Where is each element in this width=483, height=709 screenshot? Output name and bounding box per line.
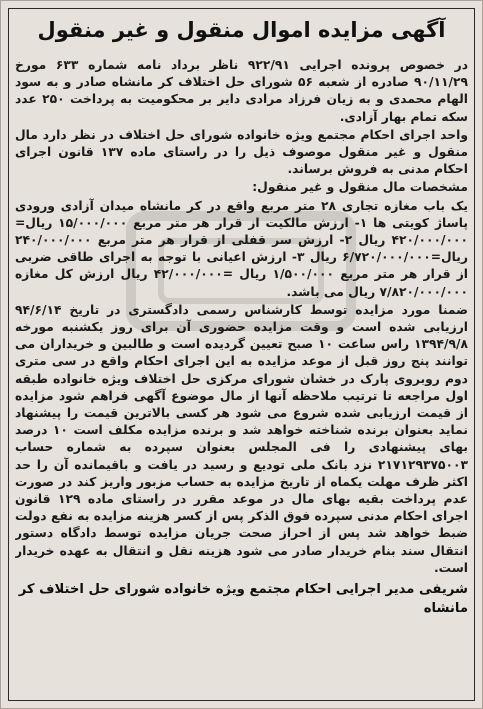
notice-body [15, 57, 468, 696]
property-heading: مشخصات مال منقول و غیر منقول: [252, 180, 468, 195]
case-paragraph: در خصوص پرونده اجرایی ۹۲۲/۹۱ ناظر برداد نامه شماره ۶۳۳ مورخ ۹۰/۱۱/۲۹ صادره از شعبه ۵۶ شورای حل اختلاف کر مانشاه صادر و به سود الهام محمدی و به زیان فرزاد مرادی دایر بر محکومیت به پرداخت ۲۵۰ عدد سکه تمام بهار آزادی. [15, 58, 468, 124]
signature-line: شریفی مدیر اجرایی احکام مجتمع ویژه خانواده شورای حل اختلاف کر مانشاه [18, 582, 468, 617]
property-description-paragraph: یک باب مغازه تجاری ۲۸ متر مربع واقع در کر مانشاه میدان آزادی ورودی پاساژ کویتی ها ۱- ارزش مالکیت از قرار هر متر مربع ۱۵/۰۰۰/۰۰۰ ریال= ۴۲۰/۰۰۰/۰۰۰ ریال ۲- ارزش سر قفلی از قرار هر متر مربع ۲۴۰/۰۰۰/۰۰۰ ریال=۶/۷۲۰/۰۰۰/۰۰۰ ریال ۳- ارزش اعیانی با توجه به اجرای طاقی ضربی از قرار هر متر مربع ۱/۵۰۰/۰۰۰ ریال =۴۲/۰۰۰/۰۰۰ ریال ارزش کل مغازه ۷/۸۲۰/۰۰۰/۰۰۰ ریال می باشد. [15, 198, 468, 299]
auction-terms-paragraph: ضمنا مورد مزایده توسط کارشناس رسمی دادگستری در تاریخ ۹۴/۶/۱۴ ارزیابی شده است و وقت مزایده حضوری آن برای روز یکشنبه مورخه ۱۳۹۴/۹/۸ راس ساعت ۱۰ صبح تعیین گردیده است و طالبین و خریداران می توانند پنج روز قبل از موعد مزایده به این اجرای احکام واقع در سی متری دوم روبروی پارک در خشان شورای مرکزی حل اختلاف ویژه خانواده طبقه اول مراجعه تا ترتیب ملاحظه آنها از مال موضوع آگهی فراهم شود مزایده از قیمت ارزیابی شده شروع می شود هر کسی بالاترین قیمت را پیشنهاد نماید بعنوان برنده شناخته خواهد شد و برنده مزایده مکلف است ۱۰ درصد بهای پیشنهادی را فی المجلس بعنوان سپرده به شماره حساب ۲۱۷۱۲۹۳۷۵۰۰۳ نزد بانک ملی تودیع و رسید در یافت و باقیمانده آن را حد اکثر ظرف مهلت یکماه از تاریخ مزایده به حساب مزبور واریز کند در صورت عدم پرداخت بقیه بهای مال در موعد مقرر در راستای ماده ۱۲۹ قانون اجرای احکام مدنی سپرده فوق الذکر پس از کسر هزینه مزایده به نفع دولت ضبط خواهد شد پس از احراز صحت جریان مزایده توسط دادگاه دستور انتقال سند بنام خریدار صادر می شود هزینه نقل و انتقال به عهده خریدار است. [15, 302, 468, 575]
notice-title: آگهی مزایده اموال منقول و غیر منقول [37, 18, 446, 42]
sale-intent-paragraph: واحد اجرای احکام مجتمع ویژه خانواده شورای حل اختلاف در نظر دارد مال منقول و غیر منقول موصوف ذیل را در راستای ماده ۱۳۷ قانون اجرای احکام مدنی به فروش برساند. [15, 127, 468, 177]
